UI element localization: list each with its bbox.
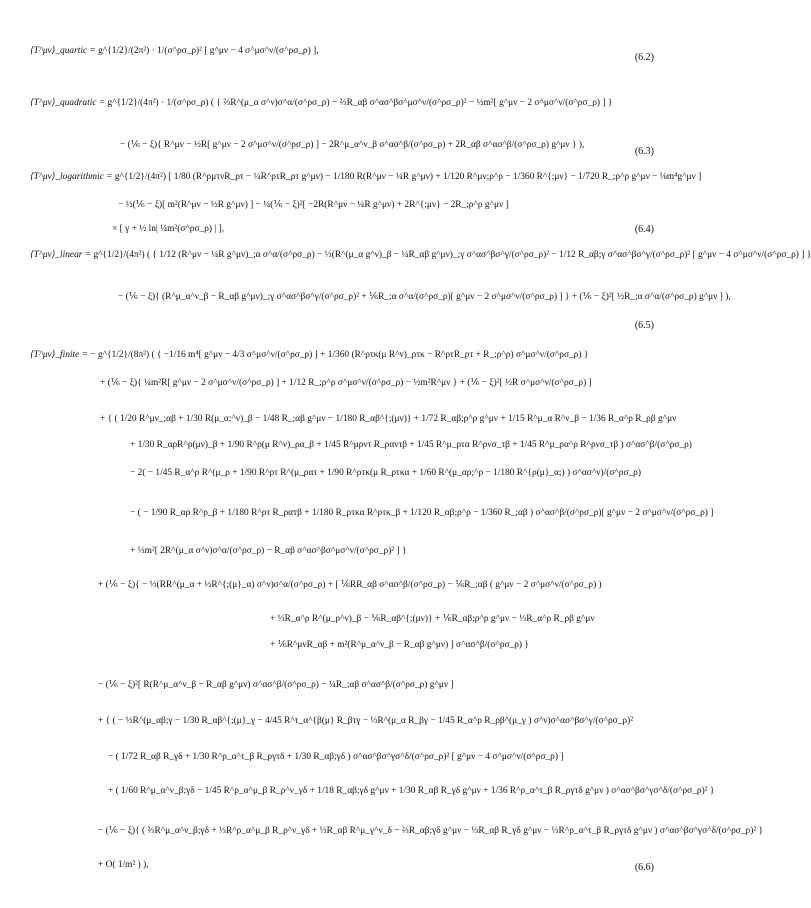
equation-line: + (⅙ − ξ){ − ⅓(RR^(μ_α + ½R^{;(μ}_α) σ^ν)σ^α/(σ^ρσ_ρ) + [ ⅙RR_αβ σ^ασ^β/(σ^ρσ_ρ) − ⅙R_;αβ ( g^μν − 2 σ^μσ^ν/(σ^ρσ_ρ) ) <box>98 580 602 590</box>
equation-line: g^{1/2}/(2π²) · 1/(σ^ρσ_ρ)² [ g^μν − 4 σ^μσ^ν/(σ^ρσ_ρ) ], <box>98 46 319 56</box>
equation-lhs: ⟨T^μν⟩_logarithmic = <box>30 172 113 182</box>
equation-lhs: ⟨T^μν⟩_linear = <box>30 250 92 260</box>
equation-line: + O( 1/m² ) ), <box>98 860 149 870</box>
equation-lhs: ⟨T^μν⟩_quartic = <box>30 46 96 56</box>
equation-line: + ⅙R^μνR_αβ + m²(R^μ_α^ν_β − R_αβ g^μν) ] σ^ασ^β/(σ^ρσ_ρ) } <box>270 640 529 650</box>
equation-number: (6.2) <box>634 52 654 63</box>
equation-line: − (⅙ − ξ){ ( ⅔R^μ_α^ν_β;γδ + ⅓R^ρ_α^μ_β R_ρ^ν_γδ + ⅓R_αβ R^μ_γ^ν_δ − ⅔R_αβ;γδ g^μν − ⅓R_αβ R_γδ g^μν − ⅓R^ρ_α^τ_β R_ργτδ g^μν ) σ^ασ^βσ^γσ^δ/(σ^ρσ_ρ)² } <box>98 826 764 836</box>
equation-line: − ( − 1/90 R_αρ R^ρ_β + 1/180 R^ρτ R_ραтβ + 1/180 R_ρτκα R^ρτκ_β + 1/120 R_αβ;ρ^ρ − 1/360 R_;αβ ) σ^ασ^β/(σ^ρσ_ρ)[ g^μν − 2 σ^μσ^ν/(σ^ρσ_ρ) ] <box>130 508 714 518</box>
equation-number: (6.6) <box>634 862 654 873</box>
equation-line: − (⅙ − ξ)²[ R(R^μ_α^ν_β − R_αβ g^μν) σ^ασ^β/(σ^ρσ_ρ) − ¼R_;αβ σ^ασ^β/(σ^ρσ_ρ) g^μν ] <box>98 680 454 690</box>
equation-line: + ⅓R_α^ρ R^(μ_ρ^ν)_β − ⅙R_αβ^{;(μν)} + ⅙R_αβ;ρ^ρ g^μν − ⅓R_α^ρ R_ρβ g^μν <box>270 614 595 624</box>
equation-number: (6.5) <box>634 320 654 331</box>
equation-line: − ½(⅙ − ξ)[ m²(R^μν − ½R g^μν) ] − ¼(⅙ − ξ)²[ −2R(R^μν − ¼R g^μν) + 2R^{;μν} − 2R_;ρ^ρ g^μν ] <box>118 200 509 210</box>
equation-line: g^{1/2}/(4π²) [ 1/80 (R^ρμτνR_ρτ − ¼R^ρτR_ρτ g^μν) − 1/180 R(R^μν − ¼R g^μν) + 1/120 R^μν;ρ^ρ − 1/360 R^{;μν} − 1/720 R_;ρ^ρ g^μν − ⅛m⁴g^μν ] <box>114 172 702 182</box>
equation-line: + ( 1/60 R^μ_α^ν_β;γδ − 1/45 R^ρ_α^μ_β R_ρ^ν_γδ + 1/18 R_αβ;γδ g^μν + 1/30 R_αβ R_γδ g^μν + 1/36 R^ρ_α^τ_β R_ργτδ g^μν ) σ^ασ^βσ^γσ^δ/(σ^ρσ_ρ)² } <box>108 786 715 796</box>
equation-lhs: ⟨T^μν⟩_quadratic = <box>30 98 106 108</box>
equation-number: (6.4) <box>634 224 654 235</box>
equation-line: g^{1/2}/(4π²) ( { 1/12 (R^μν − ¼R g^μν)_;α σ^α/(σ^ρσ_ρ) − ⅓(R^(μ_α g^ν)_β − ¼R_αβ g^μν)_;γ σ^ασ^βσ^γ/(σ^ρσ_ρ)² − 1/12 R_αβ;γ σ^ασ^βσ^γ/(σ^ρσ_ρ)² [ g^μν − 4 σ^μσ^ν/(σ^ρσ_ρ) ] } <box>93 250 811 260</box>
equation-line: + ⅓m²[ 2R^(μ_α σ^ν)σ^α/(σ^ρσ_ρ) − R_αβ σ^ασ^βσ^μσ^ν/(σ^ρσ_ρ)² ] } <box>130 546 407 556</box>
equation-lhs: ⟨T^μν⟩_finite = <box>30 350 88 360</box>
equation-line: + (⅙ − ξ){ ¼m²R[ g^μν − 2 σ^μσ^ν/(σ^ρσ_ρ) ] + 1/12 R_;ρ^ρ σ^μσ^ν/(σ^ρσ_ρ) − ½m²R^μν } + (⅙ − ξ)²[ ½R σ^μσ^ν/(σ^ρσ_ρ) ] <box>100 378 592 388</box>
equation-quadratic <box>30 98 613 109</box>
equation-quartic <box>30 46 595 57</box>
equation-finite <box>30 350 670 361</box>
equation-number: (6.3) <box>634 146 654 157</box>
equation-line: + { ( − ⅓R^(μ_αβ;γ − 1/30 R_αβ^{;(μ}_γ − 4/45 R^τ_α^{β(μ} R_βτγ − ⅓R^(μ_α R_βγ − 1/45 R_α^ρ R_ρβ^(μ_γ ) σ^ν)σ^ασ^βσ^γ/(σ^ρσ_ρ)² <box>98 716 634 726</box>
equation-line: − ( 1/72 R_αβ R_γδ + 1/30 R^ρ_α^τ_β R_ργτδ + 1/30 R_αβ;γδ ) σ^ασ^βσ^γσ^δ/(σ^ρσ_ρ)² [ g^μν − 4 σ^μσ^ν/(σ^ρσ_ρ) ] <box>108 752 564 762</box>
equation-line: × [ γ + ½ ln| ¼m²(σ^ρσ_ρ) | ], <box>112 224 225 234</box>
equation-logarithmic <box>30 172 702 183</box>
equation-line: − g^{1/2}/(8π²) ( { −1/16 m⁴[ g^μν − 4/3 σ^μσ^ν/(σ^ρσ_ρ) ] + 1/360 (R^ρτκ(μ R^ν)_ρτκ − R^ρτR_ρτ + R_;ρ^ρ) σ^μσ^ν/(σ^ρσ_ρ) } <box>90 350 589 360</box>
equation-line: + { ( 1/20 R^μν_;αβ + 1/30 R(μ_α;^ν)_β − 1/48 R_;αβ g^μν − 1/180 R_αβ^{;(μν)} + 1/72 R_αβ;ρ^ρ g^μν + 1/15 R^μ_α R^ν_β − 1/36 R_α^ρ R_ρβ g^μν <box>100 414 677 424</box>
equation-line: − 2( − 1/45 R_α^ρ R^(μ_ρ + 1/90 R^ρτ R^(μ_ρατ + 1/90 R^ρτκ(μ R_ρτκα + 1/60 R^(μ_αρ;^ρ − 1/180 R^{ρ(μ}_α;) ) σ^ασ^ν)/(σ^ρσ_ρ) <box>130 468 641 478</box>
equation-line: − (⅙ − ξ){ R^μν − ½R[ g^μν − 2 σ^μσ^ν/(σ^ρσ_ρ) ] − 2R^μ_α^ν_β σ^ασ^β/(σ^ρσ_ρ) + 2R_αβ σ^ασ^β/(σ^ρσ_ρ) g^μν } ), <box>120 140 585 150</box>
equation-line: + 1/30 R_αρR^ρ(μν)_β + 1/90 R^ρ(μ R^ν)_ρα_β + 1/45 R^μρντ R_ραντβ + 1/45 R^μ_ρτα R^ρνσ_τβ + 1/45 R^μ_ρα^ρ R^ρνσ_τβ ) σ^ασ^β/(σ^ρσ_ρ) <box>130 440 692 450</box>
equation-linear <box>30 250 811 261</box>
equation-line: − (⅙ − ξ){ (R^μ_α^ν_β − R_αβ g^μν)_;γ σ^ασ^βσ^γ/(σ^ρσ_ρ)² + ⅙R_;α σ^α/(σ^ρσ_ρ)[ g^μν − 2 σ^μσ^ν/(σ^ρσ_ρ) ] } + (⅙ − ξ)²[ ½R_;α σ^α/(σ^ρσ_ρ) g^μν ] ), <box>118 292 731 302</box>
equation-line: g^{1/2}/(4π²) · 1/(σ^ρσ_ρ) ( { ⅔R^(μ_α σ^ν)σ^α/(σ^ρσ_ρ) − ⅔R_αβ σ^ασ^βσ^μσ^ν/(σ^ρσ_ρ)² − ½m²[ g^μν − 2 σ^μσ^ν/(σ^ρσ_ρ) ] } <box>107 98 613 108</box>
